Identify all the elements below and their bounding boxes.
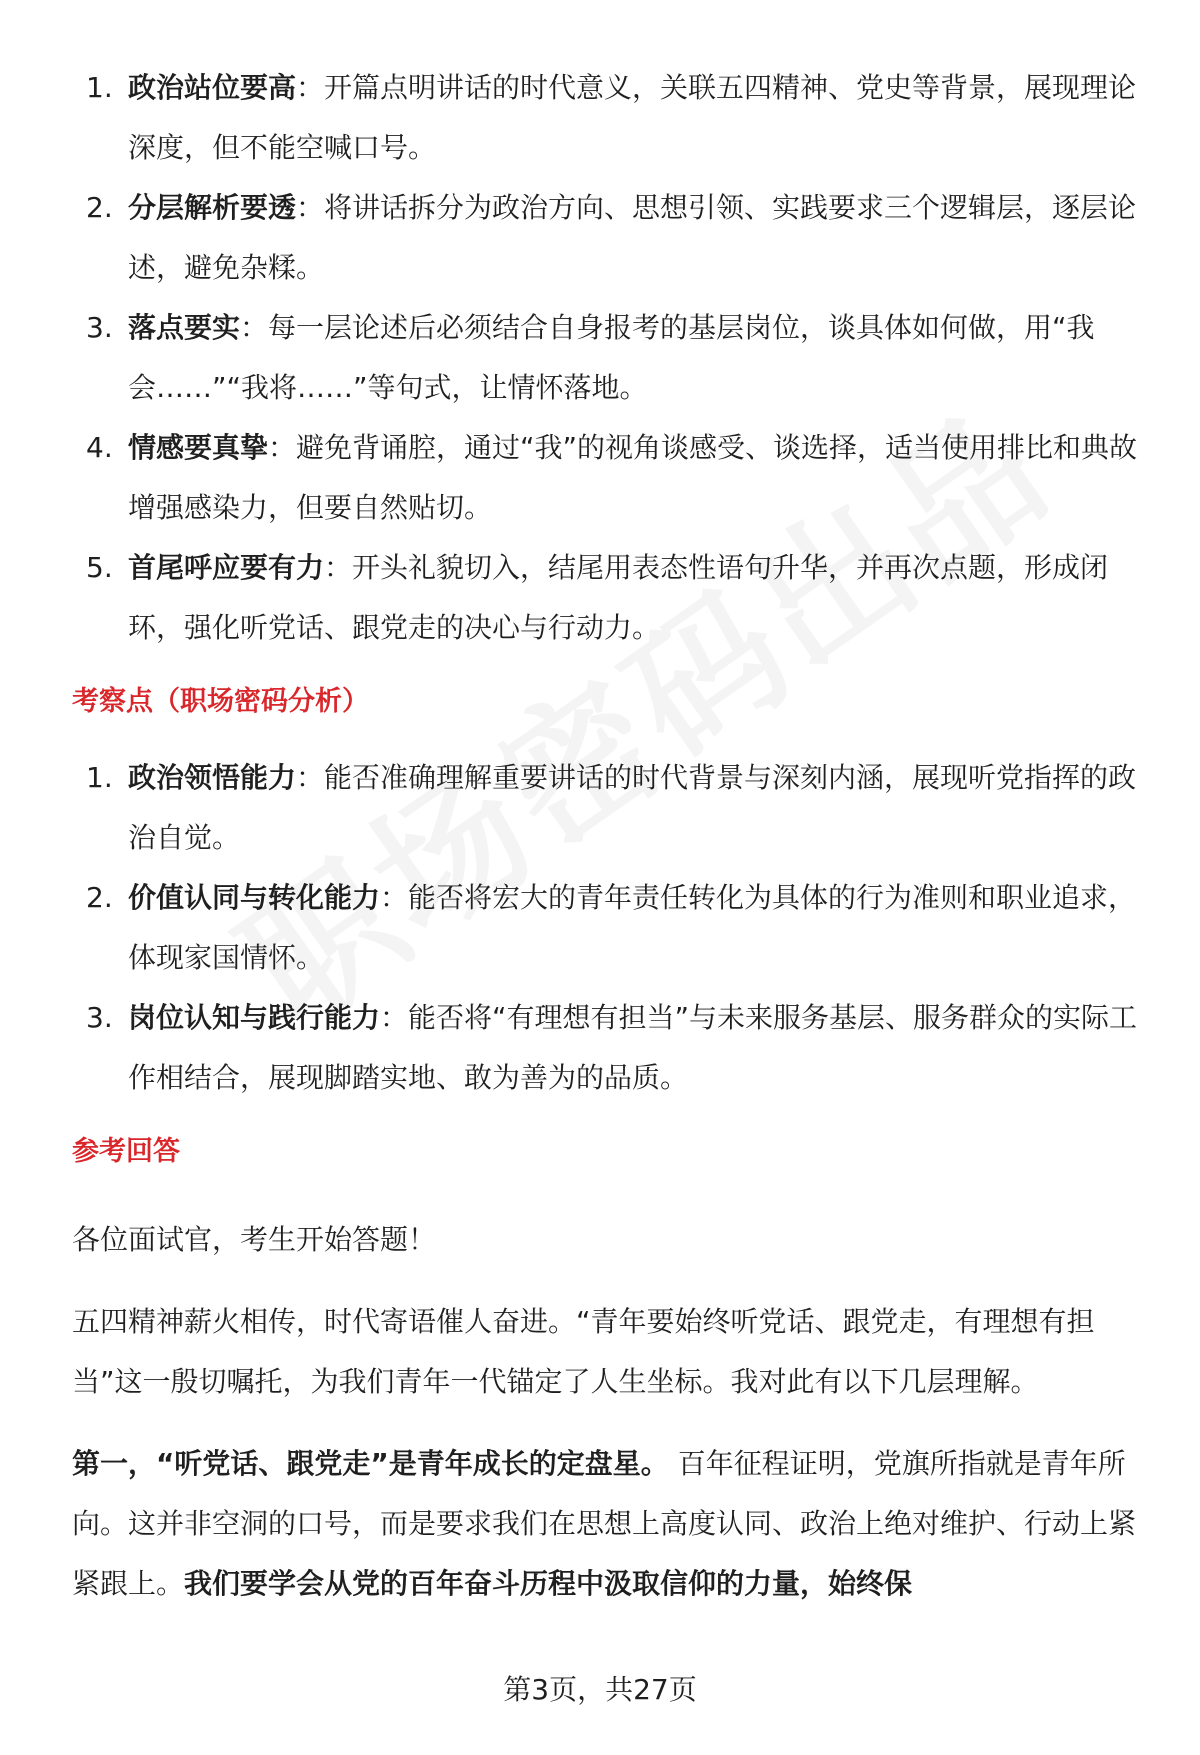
item-text: ：能否准确理解重要讲话的时代背景与深刻内涵，展现听党指挥的政治自觉。 bbox=[128, 761, 1137, 854]
document-body bbox=[72, 58, 1142, 1614]
list-item: 2. 分层解析要透：将讲话拆分为政治方向、思想引领、实践要求三个逻辑层，逐层论述，避免杂糅。 bbox=[86, 191, 1137, 284]
point-text: 百年征程证明，党旗所指就是青年所向。这并非空洞的口号，而是要求我们在思想上高度认同、政治上绝对维护、行动上紧紧跟上。 bbox=[72, 1447, 1137, 1600]
section-title-reference-answer: 参考回答 bbox=[72, 1136, 180, 1167]
page-number: 第3页，共27页 bbox=[503, 1673, 697, 1706]
item-key: 岗位认知与践行能力 bbox=[128, 1001, 381, 1034]
item-text: ：每一层论述后必须结合自身报考的基层岗位，谈具体如何做，用“我会……”“我将……”等句式，让情怀落地。 bbox=[128, 311, 1095, 404]
point-emphasis: 我们要学会从党的百年奋斗历程中汲取信仰的力量，始终保 bbox=[184, 1567, 913, 1600]
item-text: ：避免背诵腔，通过“我”的视角谈感受、谈选择，适当使用排比和典故增强感染力，但要自然贴切。 bbox=[128, 431, 1138, 524]
item-key: 落点要实 bbox=[128, 311, 241, 344]
item-text: ：开篇点明讲话的时代意义，关联五四精神、党史等背景，展现理论深度，但不能空喊口号。 bbox=[128, 71, 1137, 164]
item-text: ：将讲话拆分为政治方向、思想引领、实践要求三个逻辑层，逐层论述，避免杂糅。 bbox=[128, 191, 1137, 284]
list-item: 2. 价值认同与转化能力：能否将宏大的青年责任转化为具体的行为准则和职业追求，体现家国情怀。 bbox=[86, 881, 1137, 974]
list-item: 1. 政治领悟能力：能否准确理解重要讲话的时代背景与深刻内涵，展现听党指挥的政治自觉。 bbox=[86, 761, 1137, 854]
item-key: 情感要真挚 bbox=[128, 431, 269, 464]
answer-paragraph bbox=[72, 1434, 1142, 1614]
answer-greeting: 各位面试官，考生开始答题！ bbox=[72, 1223, 437, 1256]
list-item: 1. 政治站位要高：开篇点明讲话的时代意义，关联五四精神、党史等背景，展现理论深度，但不能空喊口号。 bbox=[86, 71, 1137, 164]
item-text: ：能否将“有理想有担当”与未来服务基层、服务群众的实际工作相结合，展现脚踏实地、敢为善为的品质。 bbox=[128, 1001, 1138, 1094]
list-item: 4. 情感要真挚：避免背诵腔，通过“我”的视角谈感受、谈选择，适当使用排比和典故增强感染力，但要自然贴切。 bbox=[86, 431, 1138, 524]
item-key: 政治领悟能力 bbox=[128, 761, 297, 794]
list-item: 5. 首尾呼应要有力：开头礼貌切入，结尾用表态性语句升华，并再次点题，形成闭环，强化听党话、跟党走的决心与行动力。 bbox=[86, 551, 1109, 644]
item-key: 分层解析要透 bbox=[128, 191, 297, 224]
item-text: ：开头礼貌切入，结尾用表态性语句升华，并再次点题，形成闭环，强化听党话、跟党走的决心与行动力。 bbox=[128, 551, 1109, 644]
answer-paragraph: 五四精神薪火相传，时代寄语催人奋进。“青年要始终听党话、跟党走，有理想有担当”这一殷切嘱托，为我们青年一代锚定了人生坐标。我对此有以下几层理解。 bbox=[72, 1305, 1095, 1398]
item-text: ：能否将宏大的青年责任转化为具体的行为准则和职业追求，体现家国情怀。 bbox=[128, 881, 1137, 974]
principles-list bbox=[72, 58, 1142, 658]
item-key: 政治站位要高 bbox=[128, 71, 297, 104]
item-key: 价值认同与转化能力 bbox=[128, 881, 381, 914]
item-key: 首尾呼应要有力 bbox=[128, 551, 325, 584]
point-heading: 第一，“听党话、跟党走”是青年成长的定盘星。 bbox=[72, 1447, 669, 1480]
section-title-assessment: 考察点（职场密码分析） bbox=[72, 686, 369, 717]
list-item: 3. 岗位认知与践行能力：能否将“有理想有担当”与未来服务基层、服务群众的实际工作相结合，展现脚踏实地、敢为善为的品质。 bbox=[86, 1001, 1138, 1094]
list-item: 3. 落点要实：每一层论述后必须结合自身报考的基层岗位，谈具体如何做，用“我会……”“我将……”等句式，让情怀落地。 bbox=[86, 311, 1095, 404]
assessment-list bbox=[72, 748, 1142, 1108]
